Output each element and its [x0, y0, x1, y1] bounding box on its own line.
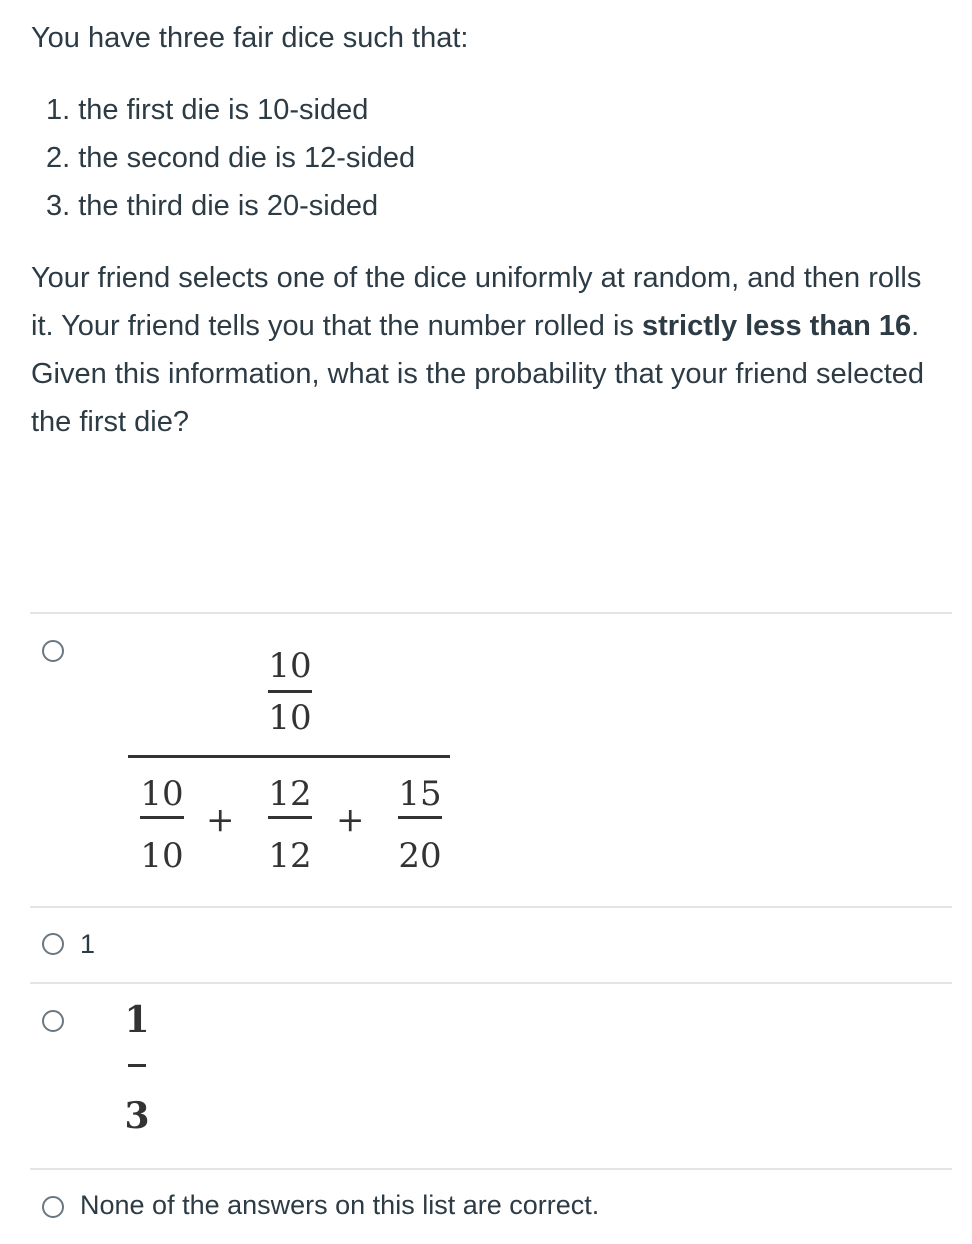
- list-item: 2. the second die is 12-sided: [46, 142, 416, 174]
- fraction-top-den: 10: [268, 698, 312, 738]
- fraction-b3-den: 20: [398, 836, 442, 876]
- divider: [30, 982, 952, 984]
- fraction-top-num: 10: [268, 646, 312, 686]
- fraction-b3-num: 15: [398, 774, 442, 814]
- option-c-fraction: [112, 1000, 162, 1150]
- fraction-b1-den: 10: [140, 836, 184, 876]
- fraction-b1-num: 10: [140, 774, 184, 814]
- fraction-bar: [140, 816, 184, 819]
- option-a-radio[interactable]: [42, 640, 64, 662]
- fraction-b2: [258, 774, 322, 874]
- question-intro: You have three fair dice such that:: [31, 22, 469, 54]
- list-item: 3. the third die is 20-sided: [46, 190, 379, 222]
- plus-sign: +: [206, 800, 235, 840]
- dice-list: [46, 86, 415, 230]
- fraction-bar: [128, 1064, 146, 1067]
- fraction-b2-den: 12: [268, 836, 312, 876]
- list-item: 1. the first die is 10-sided: [46, 94, 369, 126]
- divider: [30, 1168, 952, 1170]
- question-body-part1: Your friend selects one of the dice uniformly at random, and then rolls it. Your friend tells you that the number rolled is: [31, 262, 922, 342]
- fraction-top: [258, 646, 322, 746]
- divider: [30, 612, 952, 614]
- fraction-bar: [398, 816, 442, 819]
- question-body-bold: strictly less than 16: [641, 310, 912, 342]
- option-d-radio[interactable]: [42, 1196, 64, 1218]
- option-c-num: 1: [124, 999, 150, 1041]
- fraction-b1: [130, 774, 194, 874]
- option-b-label: 1: [80, 929, 96, 959]
- option-b-radio[interactable]: [42, 933, 64, 955]
- option-d-label: None of the answers on this list are correct.: [80, 1190, 600, 1220]
- fraction-b2-num: 12: [268, 774, 312, 814]
- plus-sign: +: [336, 800, 365, 840]
- divider: [30, 906, 952, 908]
- question-body: [31, 254, 951, 446]
- fraction-b3: [388, 774, 452, 874]
- fraction-bar: [268, 690, 312, 693]
- question-body-part2: . Given this information, what is the probability that your friend selected the first die?: [31, 310, 925, 438]
- option-c-den: 3: [124, 1095, 150, 1137]
- option-c-radio[interactable]: [42, 1010, 64, 1032]
- main-fraction-bar: [128, 755, 450, 758]
- fraction-bar: [268, 816, 312, 819]
